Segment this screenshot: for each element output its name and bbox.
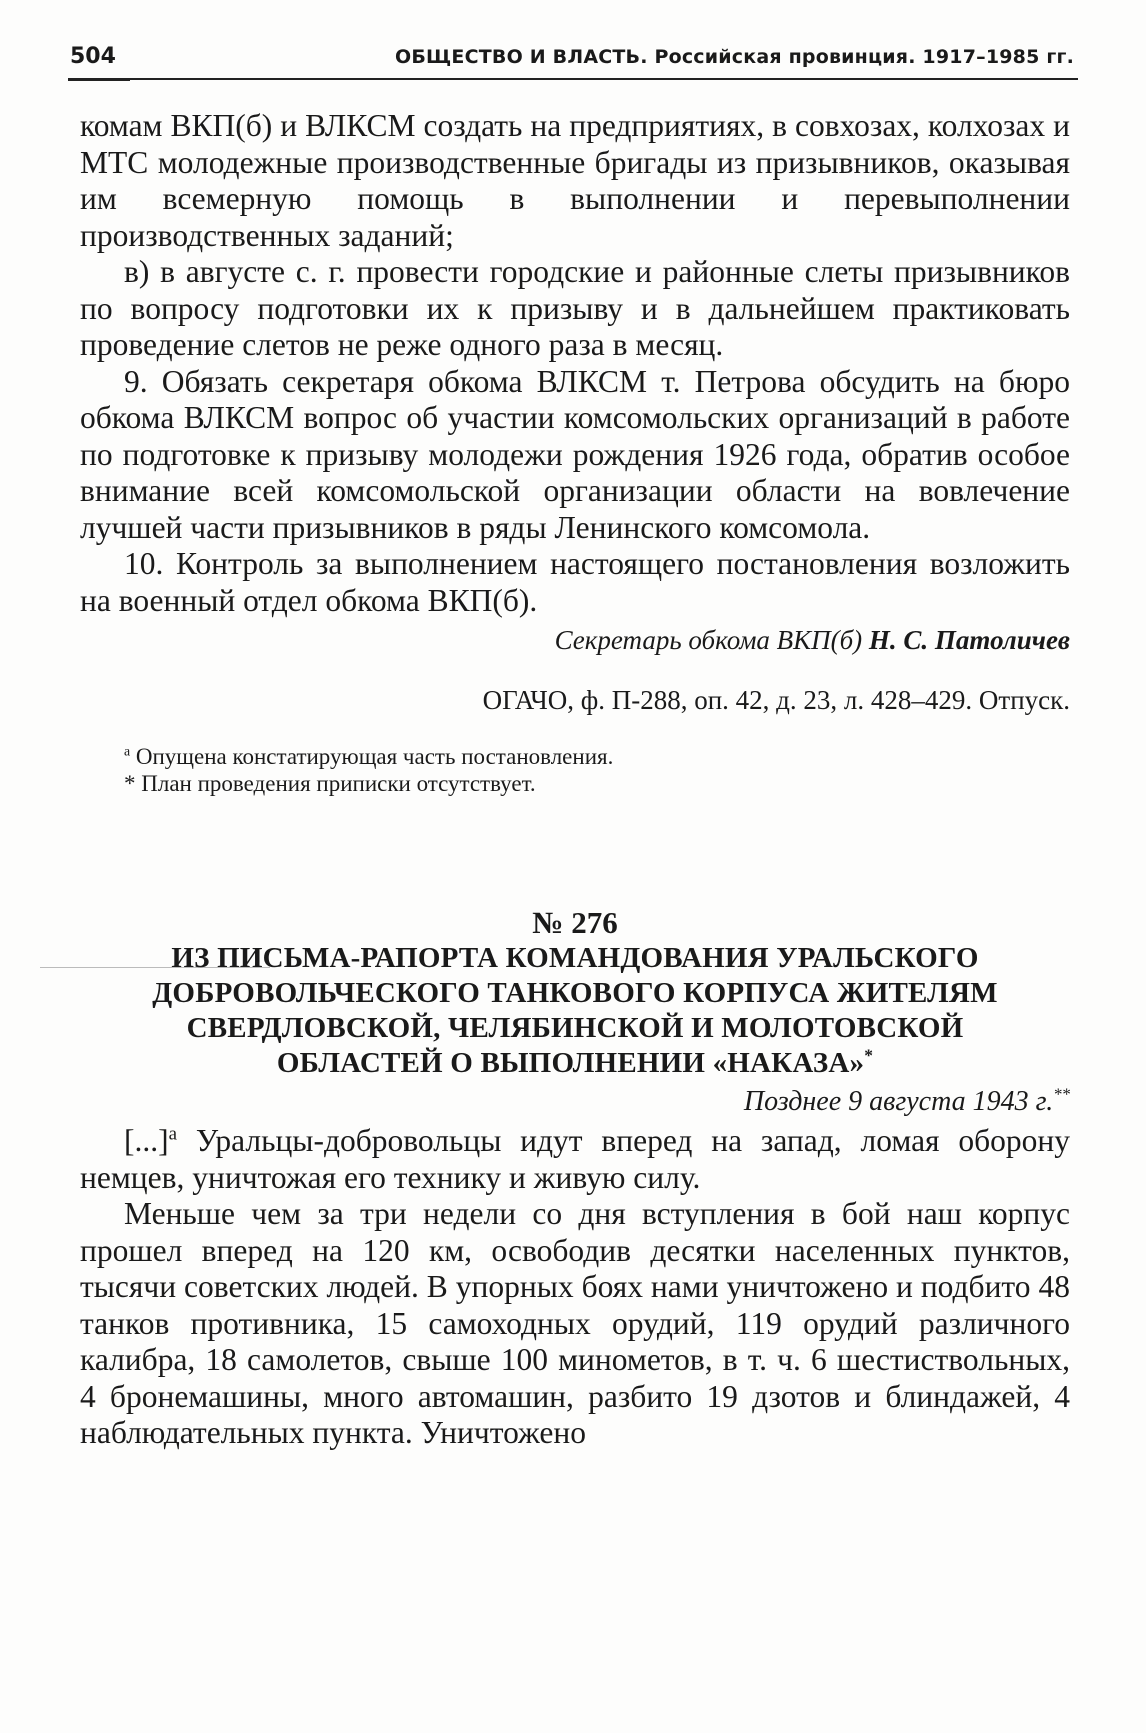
document-title-line-text: ОБЛАСТЕЙ О ВЫПОЛНЕНИИ «НАКАЗА» [276,1047,865,1079]
footnote-star-mark: * [124,771,136,796]
document-title-line-last [80,1046,1070,1081]
letter-paragraph-1 [80,1123,1070,1196]
paragraph-continuation: комам ВКП(б) и ВЛКСМ создать на предприятиях, в совхозах, колхозах и МТС молодежные производственные бригады из призывников, оказывая им всемерную помощь в выполнении и перевыполнении производственных заданий; [80,108,1070,253]
letter-paragraph-1-text: Уральцы-добровольцы идут вперед на запад, ломая оборону немцев, уничтожая его технику и живую силу. [80,1123,1070,1195]
footnote-star [124,770,1070,797]
document-date [80,1085,1070,1119]
paragraph-item-10: 10. Контроль за выполнением настоящего постановления возложить на военный отдел обкома ВКП(б). [80,546,1070,618]
document-number: № 276 [532,905,618,940]
document-title-line: ИЗ ПИСЬМА-РАПОРТА КОМАНДОВАНИЯ УРАЛЬСКОГО [171,942,979,974]
footnotes [80,743,1070,797]
paragraph-item-v: в) в августе с. г. провести городские и районные слеты призывников по вопросу подготовки их к призыву и в дальнейшем практиковать проведение слетов не реже одного раза в месяц. [80,254,1070,362]
document-title [80,941,1070,1081]
letter-omission: [...] [124,1123,169,1158]
document-title-line: ДОБРОВОЛЬЧЕСКОГО ТАНКОВОГО КОРПУСА ЖИТЕЛЯМ [152,977,998,1009]
page-header [68,38,1078,80]
footnote-a-text: Опущена констатирующая часть постановления. [135,744,614,769]
document-title-line: СВЕРДЛОВСКОЙ, ЧЕЛЯБИНСКОЙ И МОЛОТОВСКОЙ [186,1012,964,1044]
page-number: 504 [70,44,116,69]
signature-name: Н. С. Патоличев [868,625,1070,655]
document-date-text: Позднее 9 августа 1943 г. [743,1086,1054,1117]
signature-title: Секретарь обкома ВКП(б) [554,625,863,655]
document-title-mark: * [864,1045,874,1066]
running-title: ОБЩЕСТВО И ВЛАСТЬ. Российская провинция. 1917–1985 гг. [394,46,1074,68]
footnote-a [124,743,1070,770]
footnote-star-text: План проведения приписки отсутствует. [141,771,536,796]
signature-line [80,623,1070,657]
letter-paragraph-2: Меньше чем за три недели со дня вступления в бой наш корпус прошел вперед на 120 км, освободив десятки населенных пунктов, тысячи советских людей. В упорных боях нами уничтожено и подбито 48 танков противника, 15 самоходных орудий, 119 орудий различного калибра, 18 самолетов, свыше 100 минометов, в т. ч. 6 шестиствольных, 4 бронемашины, много автомашин, разбито 19 дзотов и блиндажей, 4 наблюдательных пункта. Уничтожено [80,1196,1070,1450]
document-date-mark: ** [1053,1084,1070,1104]
page-body [80,108,1070,1452]
footnote-a-mark: а [124,743,131,759]
archive-reference: ОГАЧО, ф. П-288, оп. 42, д. 23, л. 428–429. Отпуск. [482,685,1070,715]
page-number-underline [68,79,130,81]
paragraph-item-9: 9. Обязать секретаря обкома ВЛКСМ т. Петрова обсудить на бюро обкома ВЛКСМ вопрос об участии комсомольских организаций в работе по подготовке к призыву молодежи рождения 1926 года, обратив особое внимание всей комсомольской организации области на вовлечение лучшей части призывников в ряды Ленинского комсомола. [80,363,1070,545]
letter-omission-mark: а [168,1123,177,1145]
